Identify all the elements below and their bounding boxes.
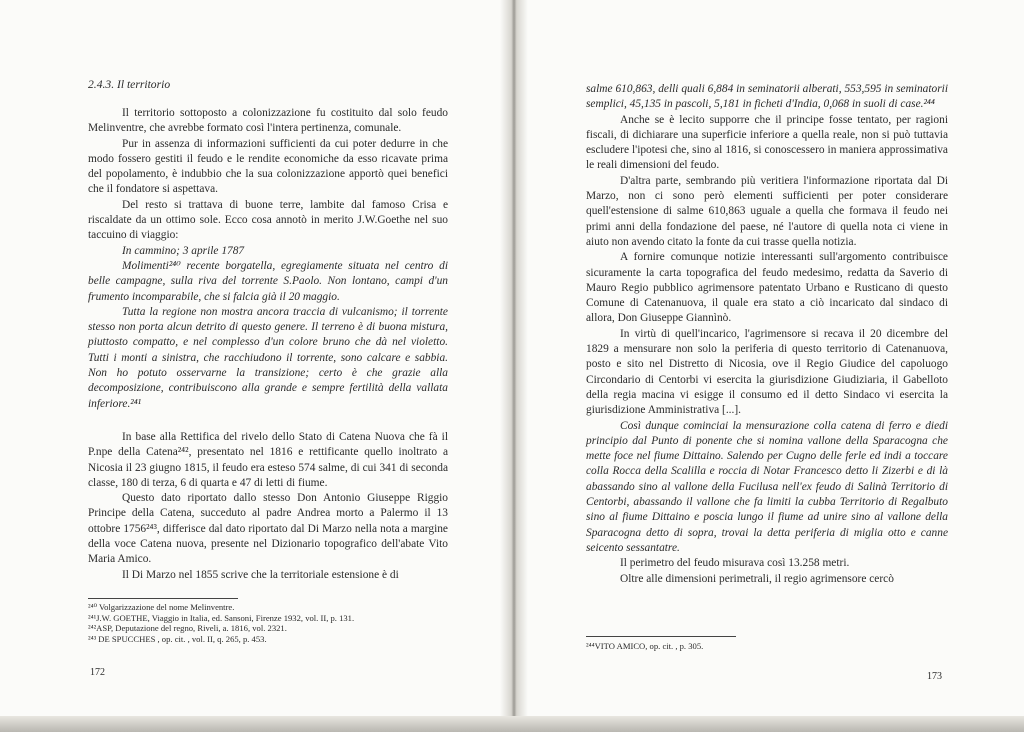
paragraph: Il perimetro del feudo misurava così 13.258 metri.: [620, 557, 850, 570]
paragraph: A fornire comunque notizie interessanti sull'argomento contribuisce sicuramente la carta topografica del feudo medesimo, redatta da Saverio di Mauro Regio pubblico agrimensore patentato Urbano e Rusticano di questo Comune di Catenanuova, il quale era stato a ciò incaricato dal sindaco di allora, Don Giuseppe Giannìnò.: [586, 251, 948, 325]
quote-paragraph: Tutta la regione non mostra ancora traccia di vulcanismo; il torrente stesso non porta alcun detrito di questo genere. Il terreno è di buona mistura, piuttosto compatto, e nel complesso d'un colore bruno che dà nel violetto. Tutti i monti a sinistra, che racchiudono il torrente, sono calcare e sabbia. Non ho potuto osservarne la transizione; certo è che grazie alla decomposizione, contribuiscono alla grande e sempre fertilità della vallata inferiore.²⁴¹: [88, 305, 448, 410]
footnote: ²⁴³ DE SPUCCHES , op. cit. , vol. II, q. 265, p. 453.: [88, 633, 267, 644]
footnote: ²⁴¹J.W. GOETHE, Viaggio in Italia, ed. Sansoni, Firenze 1932, vol. II, p. 131.: [88, 612, 355, 623]
quote-paragraph: Così dunque cominciai la mensurazione colla catena di ferro e diedi principio dal Punto di ponente che si nomina vallone della Sparacogna che mette foce nel fiume Dittaino. Salendo per Cugno delle ferle ed indi a toccare colla Rocca della Scalilla e roccia di Notar Francesco detto li Zizerbi e di là abassando sino al vallone della Fucilusa nell'ex feudo di Salinà Territorio di Centorbi, abassando il vallone che fa limiti la cubba Territorio di Regalbuto sino al fiume Dittaino e poscia lungo il fiume ad unire sino al vallone della Sparacogna detto di sopra, trovai la detta periferia di miglia otto e canne seicento sessantatre.: [586, 419, 948, 554]
paragraph: Oltre alle dimensioni perimetrali, il regio agrimensore cercò: [620, 572, 894, 585]
footnote-rule: [88, 598, 238, 599]
paragraph: Il Di Marzo nel 1855 scrive che la territoriale estensione è di: [122, 568, 399, 581]
paragraph: In virtù di quell'incarico, l'agrimensore si recava il 20 dicembre del 1829 a mensurare non solo la periferia di questo territorio di Catenanuova, posto e sito nel Distretto di Nicosia, ove il Regio Giudice del capoluogo Circondario di Centorbi vi esercita la giurisdizione Giudiziaria, il Gabelloto della regia macina vi esigge il consumo ed il detto Sindaco vi esercita la giurisdizione Amministrativa [...].: [586, 327, 948, 417]
footnote: ²⁴²ASP, Deputazione del regno, Riveli, a. 1816, vol. 2321.: [88, 623, 287, 634]
section-heading: 2.4.3. Il territorio: [88, 78, 171, 91]
book-gutter: [500, 0, 528, 732]
right-body: [586, 82, 948, 587]
page-number: 172: [90, 667, 105, 678]
quote-paragraph: Molimenti²⁴⁰ recente borgatella, egregiamente situata nel centro di belle campagne, sulla riva del torrente S.Paolo. Non lontano, campi d'un frumento incomparabile, che si falcia già il 20 maggio.: [88, 259, 448, 303]
left-body-bottom: [88, 430, 448, 583]
left-body-top: [88, 106, 448, 412]
left-page: [0, 0, 512, 722]
paragraph: In base alla Rettifica del rivelo dello Stato di Catena Nuova che fà il P.npe della Catena²⁴², presentato nel 1816 e rettificante quello inoltrato a Nicosia il 23 giugno 1815, il feudo era esteso 574 salme, di cui 341 di seconda classe, 180 di terza, 6 di quarta e 47 di letti di fiume.: [88, 431, 448, 489]
quote-date: In cammino; 3 aprile 1787: [122, 244, 245, 257]
paragraph: Pur in assenza di informazioni sufficienti da cui poter dedurre in che modo fossero gestiti il feudo e le rendite economiche da esso ricavate prima del popolamento, è indubbio che la sua colonizzazione apportò quei benefici che il fondatore si aspettava.: [88, 137, 448, 196]
right-page: [514, 0, 1024, 722]
paragraph: D'altra parte, sembrando più veritiera l'informazione riportata dal Di Marzo, non ci sono però elementi sufficienti per poter considerare quell'estensione di salme 610,863 uguale a quella che formava il feudo nei primi anni della fondazione del paese, né l'autore di quella nota ci viene in aiuto non avendo citato la fonte da cui trasse quella notizia.: [586, 174, 948, 248]
footnotes: [88, 602, 448, 644]
paragraph: Questo dato riportato dallo stesso Don Antonio Giuseppe Riggio Principe della Catena, succeduto al padre Andrea morto a Palermo il 13 ottobre 1756²⁴³, differisce dal dato riportato dal Di Marzo nella nota a margine della voce Catena nuova, presente nel Dizionario topografico dell'abate Vito Maria Amico.: [88, 492, 448, 566]
footnote: ²⁴⁴VITO AMICO, op. cit. , p. 305.: [586, 641, 704, 651]
footnote: ²⁴⁰ Volgarizzazione del nome Melinventre.: [88, 602, 235, 612]
page-edge-strip: [0, 716, 1024, 732]
footnotes: [586, 641, 948, 652]
paragraph: Anche se è lecito supporre che il principe fosse tentato, per ragioni fiscali, di dichiarare una superficie inferiore a quella reale, non si può tuttavia escludere l'ipotesi che, sino al 1816, si conoscessero in maniera approssimativa le reali dimensioni del feudo.: [586, 113, 948, 172]
paragraph: Il territorio sottoposto a colonizzazione fu costituito dal solo feudo Melinventre, che avrebbe formato così l'intera pertinenza, comunale.: [88, 107, 448, 135]
paragraph: Del resto si trattava di buone terre, lambite dal famoso Crisa e riscaldate da un ottimo sole. Ecco cosa annotò in merito J.W.Goethe nel suo taccuino di viaggio:: [88, 198, 448, 242]
page-number: 173: [927, 671, 942, 682]
footnote-rule: [586, 636, 736, 637]
paragraph: salme 610,863, delli quali 6,884 in seminatorii alberati, 553,595 in seminatorii semplici, 45,135 in pascoli, 5,181 in ficheti d'India, 0,068 in suoli di case.²⁴⁴: [586, 83, 948, 111]
